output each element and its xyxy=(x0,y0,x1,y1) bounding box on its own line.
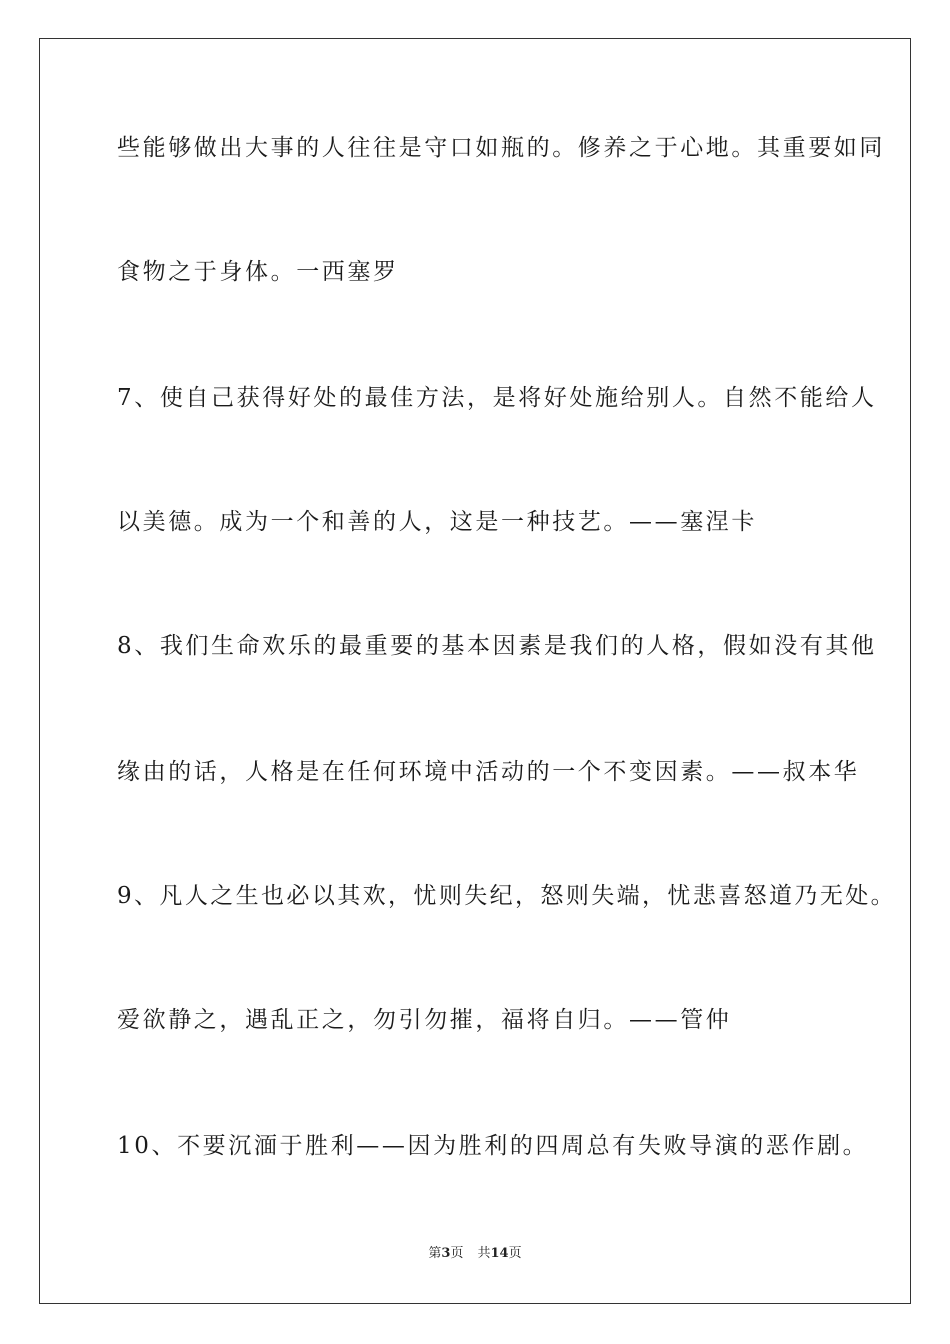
page-current: 3 xyxy=(441,1246,451,1261)
text-line-1: 些能够做出大事的人往往是守口如瓶的。修养之于心地。其重要如同 xyxy=(117,135,885,161)
page-suffix: 页 xyxy=(450,1246,464,1261)
page-border xyxy=(39,38,911,1304)
total-prefix: 共 xyxy=(477,1246,491,1261)
page-prefix: 第 xyxy=(428,1246,442,1261)
text-line-3: 7、使自己获得好处的最佳方法，是将好处施给别人。自然不能给人 xyxy=(117,385,877,411)
total-suffix: 页 xyxy=(508,1246,522,1261)
text-line-8: 爱欲静之，遇乱正之，勿引勿摧，福将自归。——管仲 xyxy=(117,1007,732,1033)
text-line-9: 10、不要沉湎于胜利——因为胜利的四周总有失败导演的恶作剧。 xyxy=(117,1133,869,1159)
page-total: 14 xyxy=(490,1246,509,1261)
page-footer xyxy=(0,1245,950,1263)
text-line-6: 缘由的话，人格是在任何环境中活动的一个不变因素。——叔本华 xyxy=(117,759,860,785)
text-line-4: 以美德。成为一个和善的人，这是一种技艺。——塞涅卡 xyxy=(117,509,757,535)
text-line-7: 9、凡人之生也必以其欢，忧则失纪，怒则失端，忧悲喜怒道乃无处。 xyxy=(117,883,897,909)
text-line-5: 8、我们生命欢乐的最重要的基本因素是我们的人格，假如没有其他 xyxy=(117,633,877,659)
text-line-2: 食物之于身体。一西塞罗 xyxy=(117,259,399,285)
